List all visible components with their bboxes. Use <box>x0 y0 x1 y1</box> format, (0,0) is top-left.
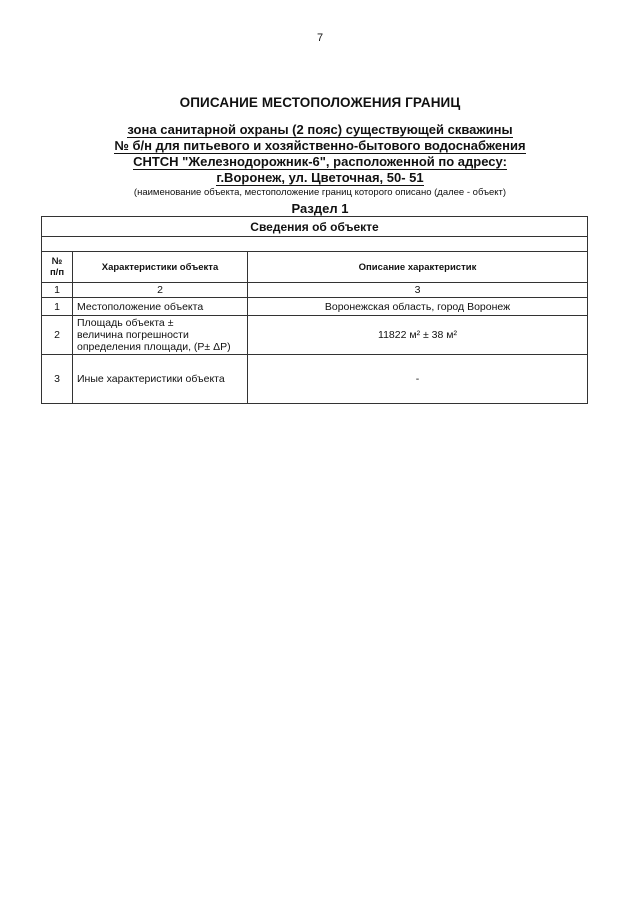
page-number: 7 <box>316 32 324 44</box>
column-numbers-row <box>42 283 588 298</box>
row-characteristic: Местоположение объекта <box>73 298 248 316</box>
subject-line-3: СНТСН "Железнодорожник-6", расположенной по адресу: <box>133 154 507 169</box>
row-description: Воронежская область, город Воронеж <box>248 298 588 316</box>
object-subject <box>0 122 640 186</box>
object-info-table <box>41 216 588 404</box>
row-characteristic <box>73 316 248 355</box>
row-number: 3 <box>42 355 73 404</box>
table-spacer-row <box>42 237 588 252</box>
row-characteristic-line-3: определения площади, (P± ΔP) <box>77 341 231 353</box>
subject-line-1: зона санитарной охраны (2 пояс) существующей скважины <box>127 122 513 137</box>
table-header-row <box>42 252 588 283</box>
header-number-line-1: № <box>51 256 63 267</box>
header-description: Описание характеристик <box>248 252 588 283</box>
header-number <box>42 252 73 283</box>
table-row <box>42 316 588 355</box>
table-row <box>42 298 588 316</box>
column-number-3: 3 <box>248 283 588 298</box>
header-characteristic: Характеристики объекта <box>73 252 248 283</box>
subject-line-2: № б/н для питьевого и хозяйственно-бытового водоснабжения <box>114 138 526 153</box>
document-title: ОПИСАНИЕ МЕСТОПОЛОЖЕНИЯ ГРАНИЦ <box>179 95 461 110</box>
header-number-line-2: п/п <box>49 267 65 278</box>
row-description: - <box>248 355 588 404</box>
table-title: Сведения об объекте <box>42 217 588 237</box>
column-number-2: 2 <box>73 283 248 298</box>
row-characteristic-line-1: Площадь объекта ± <box>77 317 174 329</box>
table-row <box>42 355 588 404</box>
row-number: 1 <box>42 298 73 316</box>
subject-note: (наименование объекта, местоположение границ которого описано (далее - объект) <box>133 187 507 198</box>
subject-line-4: г.Воронеж, ул. Цветочная, 50- 51 <box>216 170 424 185</box>
row-characteristic-line-2: величина погрешности <box>77 329 189 341</box>
row-number: 2 <box>42 316 73 355</box>
row-characteristic: Иные характеристики объекта <box>73 355 248 404</box>
row-description: 11822 м² ± 38 м² <box>248 316 588 355</box>
section-title: Раздел 1 <box>291 201 349 216</box>
column-number-1: 1 <box>42 283 73 298</box>
